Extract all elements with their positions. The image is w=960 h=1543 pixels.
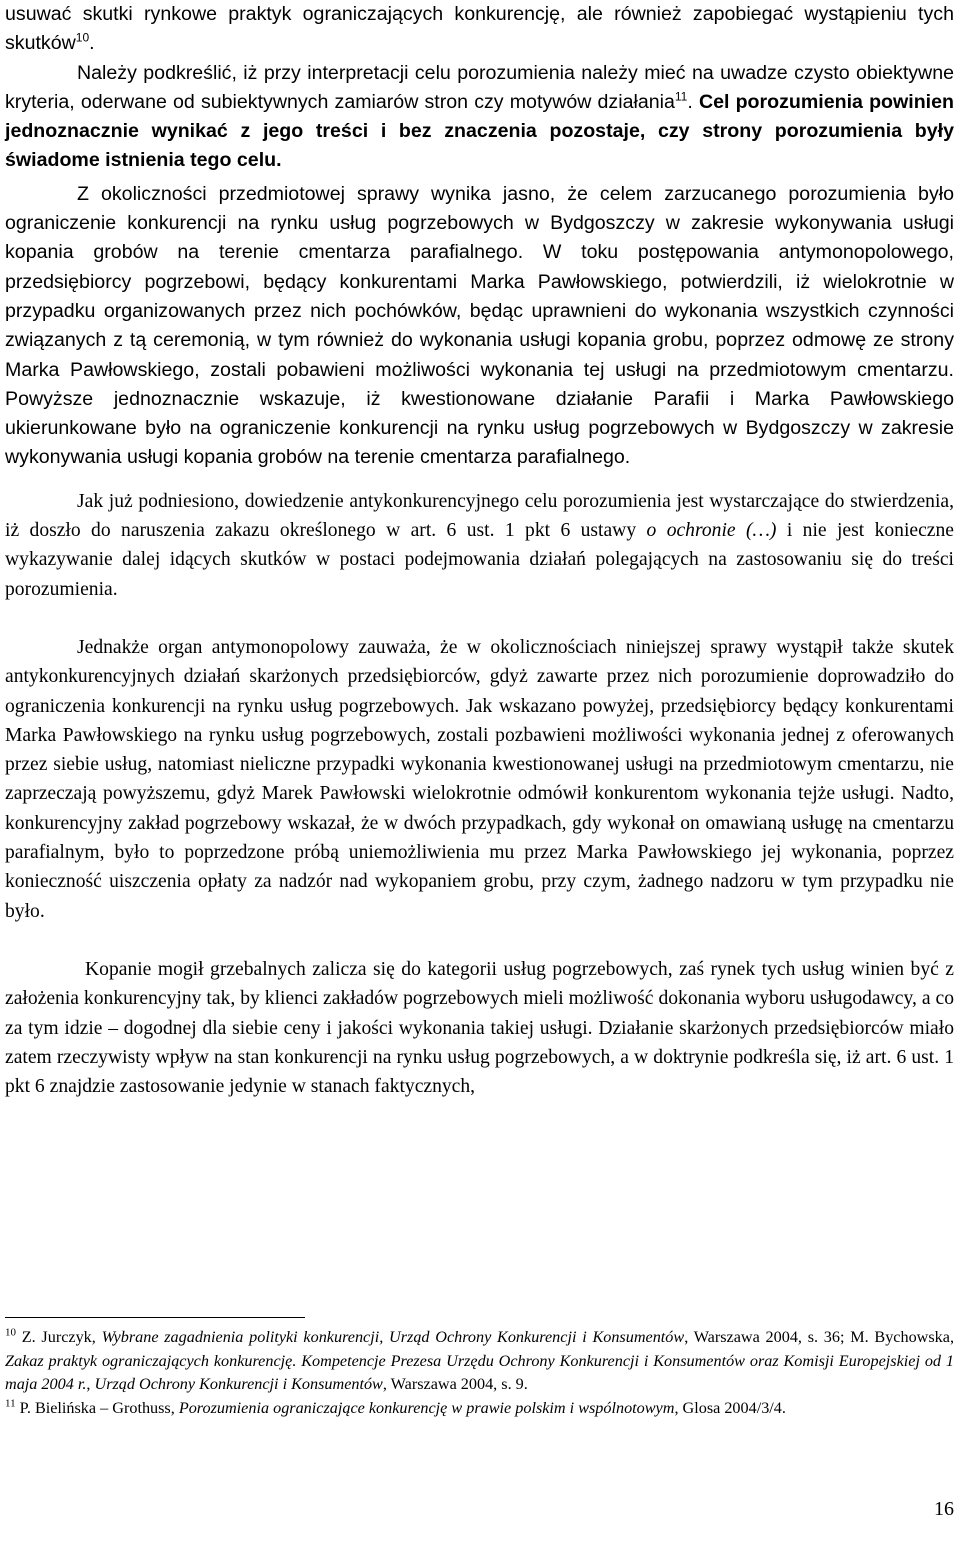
spacer xyxy=(5,604,954,633)
paragraph-effects: Jednakże organ antymonopolowy zauważa, że w okolicznościach niniejszej sprawy wystąpił także skutek antykonkurencyjnych działań skarżonych przedsiębiorców, gdyż zawarte przez nich porozumienie doprowadziło do ograniczenia konkurencji na rynku usług pogrzebowych. Jak wskazano powyżej, przedsiębiorcy będący konkurentami Marka Pawłowskiego na rynku usług pogrzebowych, zostali pozbawieni możliwości wykonania jednej z oferowanych przez siebie usług, natomiast nieliczne przypadki wykonania kwestionowanej usługi na przedmiotowym cmentarzu, nie zaprzeczają powyższemu, gdyż Marek Pawłowski wielokrotnie odmówił konkurentom wykonania tejże usługi. Nadto, konkurencyjny zakład pogrzebowy wskazał, że w dwóch przypadkach, gdy wykonał on omawianą usługę na cmentarzu parafialnym, było to poprzedzone próbą uniemożliwienia mu przez Marka Pawłowskiego jej wykonania, poprzez konieczność uiszczenia opłaty za nadzór nad wykopaniem grobu, przy czym, żadnego nadzoru w tym przypadku nie było. xyxy=(5,636,954,922)
footnote-ref-10: 10 xyxy=(75,30,90,45)
paragraph-circumstances: Z okoliczności przedmiotowej sprawy wynika jasno, że celem zarzucanego porozumienia było ograniczenie konkurencji na rynku usług pogrzebowych w Bydgoszczy w zakresie wykonywania usługi kopania grobów na terenie cmentarza parafialnego. W toku postępowania antymonopolowego, przedsiębiorcy pogrzebowi, będący konkurentami Marka Pawłowskiego, potwierdzili, iż wielokrotnie w przypadku organizowanych przez nich pochówków, będąc uprawnieni do wykonania wszystkich czynności związanych z tą ceremonią, w tym również do wykonania usługi kopania grobu, poprzez odmowę ze strony Marka Pawłowskiego, zostali pobawieni możliwości wykonania tej usługi na przedmiotowym cmentarzu. Powyższe jednoznacznie wskazuje, iż kwestionowane działanie Parafii i Marka Pawłowskiego ukierunkowane było na ograniczenie konkurencji na rynku usług pogrzebowych w Bydgoszczy w zakresie wykonywania usługi kopania grobów na terenie cmentarza parafialnego. xyxy=(5,182,954,469)
spacer xyxy=(5,926,954,955)
footnote-ref-11: 11 xyxy=(674,89,688,104)
paragraph-continuation: usuwać skutki rynkowe praktyk ograniczających konkurencję, ale również zapobiegać wystąpieniu tych skutków$^{10}$. xyxy=(5,3,954,55)
act-title: o ochronie (…) xyxy=(646,520,777,542)
paragraph-objective-criteria: Należy podkreślić, iż przy interpretacji celu porozumienia należy mieć na uwadze czysto obiektywne kryteria, oderwane od subiektywnych zamiarów stron czy motywów działania$^{11}$. Cel porozumienia powinien jednoznacznie wynikać z jego treści i bez znaczenia pozostaje, czy strony porozumienia były świadome istnienia tego celu. xyxy=(5,61,954,172)
footnote-10: $^{10}$ Z. Jurczyk, Wybrane zagadnienia polityki konkurencji, Urząd Ochrony Konkurencji i Konsumentów, Warszawa 2004, s. 36; M. Bychowska, Zakaz praktyk ograniczających konkurencję. Kompetencje Prezesa Urzędu Ochrony Konkurencji i Konsumentów oraz Komisji Europejskiej od 1 maja 2004 r., Urząd Ochrony Konkurencji i Konsumentów, Warszawa 2004, s. 9. xyxy=(5,1326,954,1394)
footnote-separator xyxy=(5,1317,305,1318)
footnote-11: $^{11}$ P. Bielińska – Grothuss, Porozumienia ograniczające konkurencję w prawie polskim i wspólnotowym, Glosa 2004/3/4. xyxy=(5,1397,786,1417)
main-text xyxy=(5,0,954,1101)
page-number: 16 xyxy=(934,1498,954,1520)
paragraph-anticompetitive-goal: Jak już podniesiono, dowiedzenie antykonkurencyjnego celu porozumienia jest wystarczające do stwierdzenia, iż doszło do naruszenia zakazu określonego w art. 6 ust. 1 pkt 6 ustawy o ochronie (…) i nie jest konieczne wykazywanie dalej idących skutków w postaci podejmowania działań polegających na zastosowaniu się do treści porozumienia. xyxy=(5,490,954,600)
spacer xyxy=(5,473,954,487)
bold-statement: Cel porozumienia powinien jednoznacznie wynikać z jego treści i bez znaczenia pozostaje, czy strony porozumienia były świadome istnienia tego celu. xyxy=(5,90,954,172)
footnotes xyxy=(5,1326,954,1420)
paragraph-grave-digging: Kopanie mogił grzebalnych zalicza się do kategorii usług pogrzebowych, zaś rynek tych usług winien być z założenia konkurencyjny tak, by klienci zakładów pogrzebowych mieli możliwość dokonania wyboru usługodawcy, a co za tym idzie – dogodnej dla siebie ceny i jakości wykonania takiej usługi. Działanie skarżonych przedsiębiorców miało zatem rzeczywisty wpływ na stan konkurencji na rynku usług pogrzebowych, a w doktrynie podkreśla się, iż art. 6 ust. 1 pkt 6 znajdzie zastosowanie jedynie w stanach faktycznych, xyxy=(5,958,954,1098)
